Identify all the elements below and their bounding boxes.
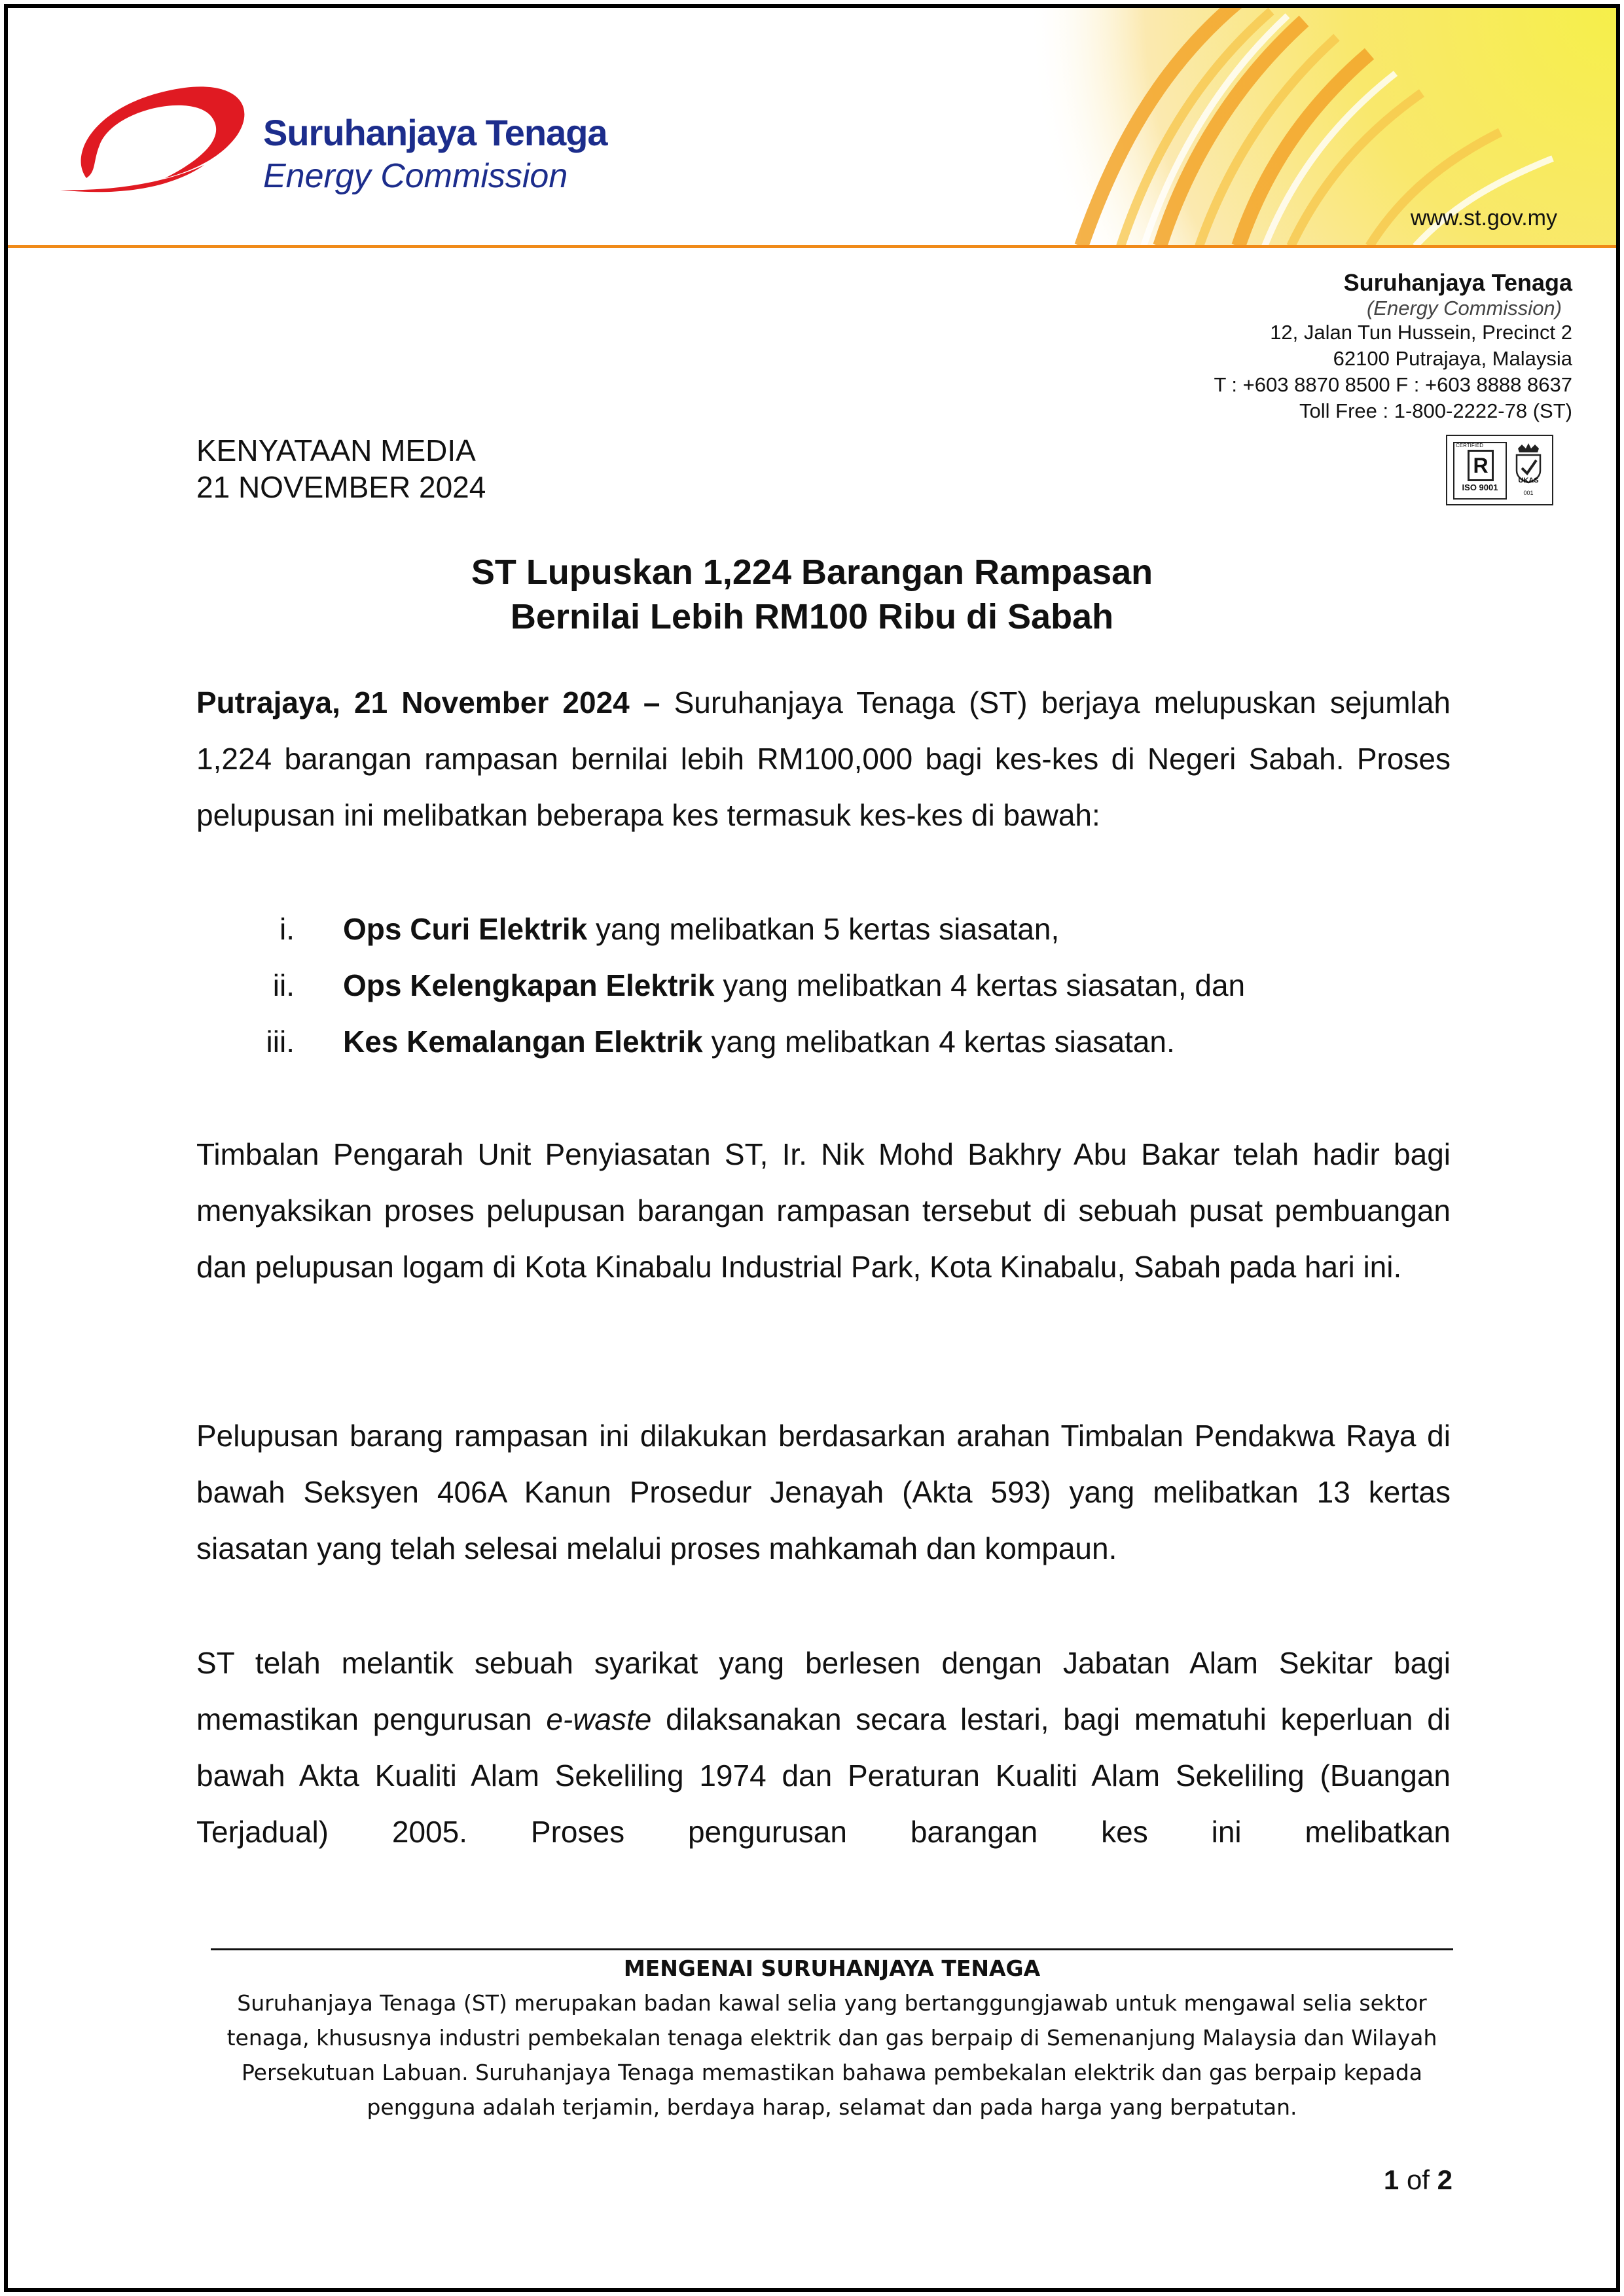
contact-org-name: Suruhanjaya Tenaga	[1343, 269, 1572, 296]
contact-tollfree: Toll Free : 1-800-2222-78 (ST)	[1299, 399, 1572, 422]
list-item-rest: yang melibatkan 5 kertas siasatan,	[587, 912, 1060, 946]
footer-rule	[211, 1948, 1453, 1950]
list-item-number: iii.	[266, 1025, 295, 1059]
list-item	[196, 901, 1451, 957]
list-item-number: i.	[280, 912, 295, 946]
ukas-crown-tick-icon	[1511, 442, 1545, 497]
list-item-rest: yang melibatkan 4 kertas siasatan.	[702, 1025, 1175, 1059]
logo-text-main: Suruhanjaya Tenaga	[263, 112, 607, 153]
memo-heading	[196, 432, 486, 505]
list-item-number: ii.	[272, 968, 295, 1002]
iso-label: ISO 9001	[1462, 483, 1498, 492]
ukas-label: UKAS	[1518, 477, 1539, 484]
website-url[interactable]: www.st.gov.my	[1410, 206, 1557, 230]
page-of: of	[1406, 2164, 1430, 2195]
list-item	[196, 1013, 1451, 1070]
list-item	[196, 957, 1451, 1013]
list-item-text	[343, 1013, 1175, 1070]
st-logo	[60, 80, 676, 204]
iso-cert-box	[1453, 442, 1507, 500]
paragraph-3	[196, 1408, 1451, 1576]
contact-org-name-en: (Energy Commission)	[1366, 297, 1562, 319]
letterhead	[8, 8, 1616, 246]
paragraph-4-text-b: dilaksanakan secara lestari, bagi mematuhi keperluan di bawah Akta Kualiti Alam Sekeliling 1974 dan Peraturan Kualiti Alam Sekeliling (Buangan Terjadual) 2005. Proses pengurusan barangan kes ini melibatkan	[196, 1702, 1451, 1849]
memo-date: 21 NOVEMBER 2024	[196, 470, 486, 504]
ukas-number: 001	[1523, 490, 1534, 496]
title-line1: ST Lupuskan 1,224 Barangan Rampasan	[471, 553, 1153, 592]
paragraph-2-text: Timbalan Pengarah Unit Penyiasatan ST, Ir. Nik Mohd Bakhry Abu Bakar telah hadir bagi menyaksikan proses pelupusan barangan rampasan tersebut di sebuah pusat pembuangan dan pelupusan logam di Kota Kinabalu Industrial Park, Kota Kinabalu, Sabah pada hari ini.	[196, 1137, 1451, 1284]
about-section	[211, 1951, 1453, 2124]
logo-text-sub: Energy Commission	[263, 157, 568, 195]
list-item-bold: Ops Kelengkapan Elektrik	[343, 968, 715, 1002]
memo-type: KENYATAAN MEDIA	[196, 433, 476, 467]
paragraph-4-emphasis: e-waste	[546, 1702, 652, 1736]
page-title	[0, 550, 1624, 639]
list-item-bold: Kes Kemalangan Elektrik	[343, 1025, 703, 1059]
case-list	[196, 901, 1451, 1070]
dateline: Putrajaya, 21 November 2024 –	[196, 685, 660, 720]
paragraph-1	[196, 674, 1451, 843]
logo-swoosh-icon	[60, 80, 257, 204]
about-text: Suruhanjaya Tenaga (ST) merupakan badan kawal selia yang bertanggungjawab untuk mengawal selia sektor tenaga, khususnya industri pembekalan tenaga elektrik dan gas berpaip di Semenanjung Malaysia dan Wilayah Persekutuan Labuan. Suruhanjaya Tenaga memastikan bahawa pembekalan elektrik dan gas berpaip kepada pengguna adalah terjamin, berdaya harap, selamat dan pada harga yang berpatutan.	[226, 1990, 1437, 2120]
list-item-bold: Ops Curi Elektrik	[343, 912, 588, 946]
about-title: MENGENAI SURUHANJAYA TENAGA	[623, 1956, 1041, 1981]
iso-certified-label: CERTIFIED	[1456, 443, 1484, 448]
paragraph-4	[196, 1635, 1451, 1860]
page-total: 2	[1437, 2164, 1453, 2195]
header-rule	[8, 245, 1616, 248]
title-line2: Bernilai Lebih RM100 Ribu di Sabah	[510, 597, 1114, 636]
list-item-text	[343, 957, 1245, 1013]
page-number	[1384, 2164, 1453, 2196]
list-item-rest: yang melibatkan 4 kertas siasatan, dan	[714, 968, 1246, 1002]
contact-phone: T : +603 8870 8500 F : +603 8888 8637	[1214, 373, 1572, 396]
page-current: 1	[1383, 2164, 1399, 2195]
paragraph-4-text-a: ST telah melantik sebuah syarikat yang berlesen dengan Jabatan Alam Sekitar bagi memastikan pengurusan	[196, 1646, 1451, 1736]
contact-block	[1214, 268, 1572, 424]
paragraph-3-text: Pelupusan barang rampasan ini dilakukan berdasarkan arahan Timbalan Pendakwa Raya di bawah Seksyen 406A Kanun Prosedur Jenayah (Akta 593) yang melibatkan 13 kertas siasatan yang telah selesai melalui proses mahkamah dan kompaun.	[196, 1419, 1451, 1565]
registered-mark-icon: R	[1468, 450, 1494, 481]
list-item-text	[343, 901, 1059, 957]
contact-address-line2: 62100 Putrajaya, Malaysia	[1333, 347, 1572, 370]
contact-address-line1: 12, Jalan Tun Hussein, Precinct 2	[1270, 321, 1572, 344]
iso-certification-badge	[1446, 435, 1553, 505]
paragraph-1-text: Suruhanjaya Tenaga (ST) berjaya melupuskan sejumlah 1,224 barangan rampasan bernilai lebih RM100,000 bagi kes-kes di Negeri Sabah. Proses pelupusan ini melibatkan beberapa kes termasuk kes-kes di bawah:	[196, 685, 1451, 832]
paragraph-2	[196, 1126, 1451, 1295]
